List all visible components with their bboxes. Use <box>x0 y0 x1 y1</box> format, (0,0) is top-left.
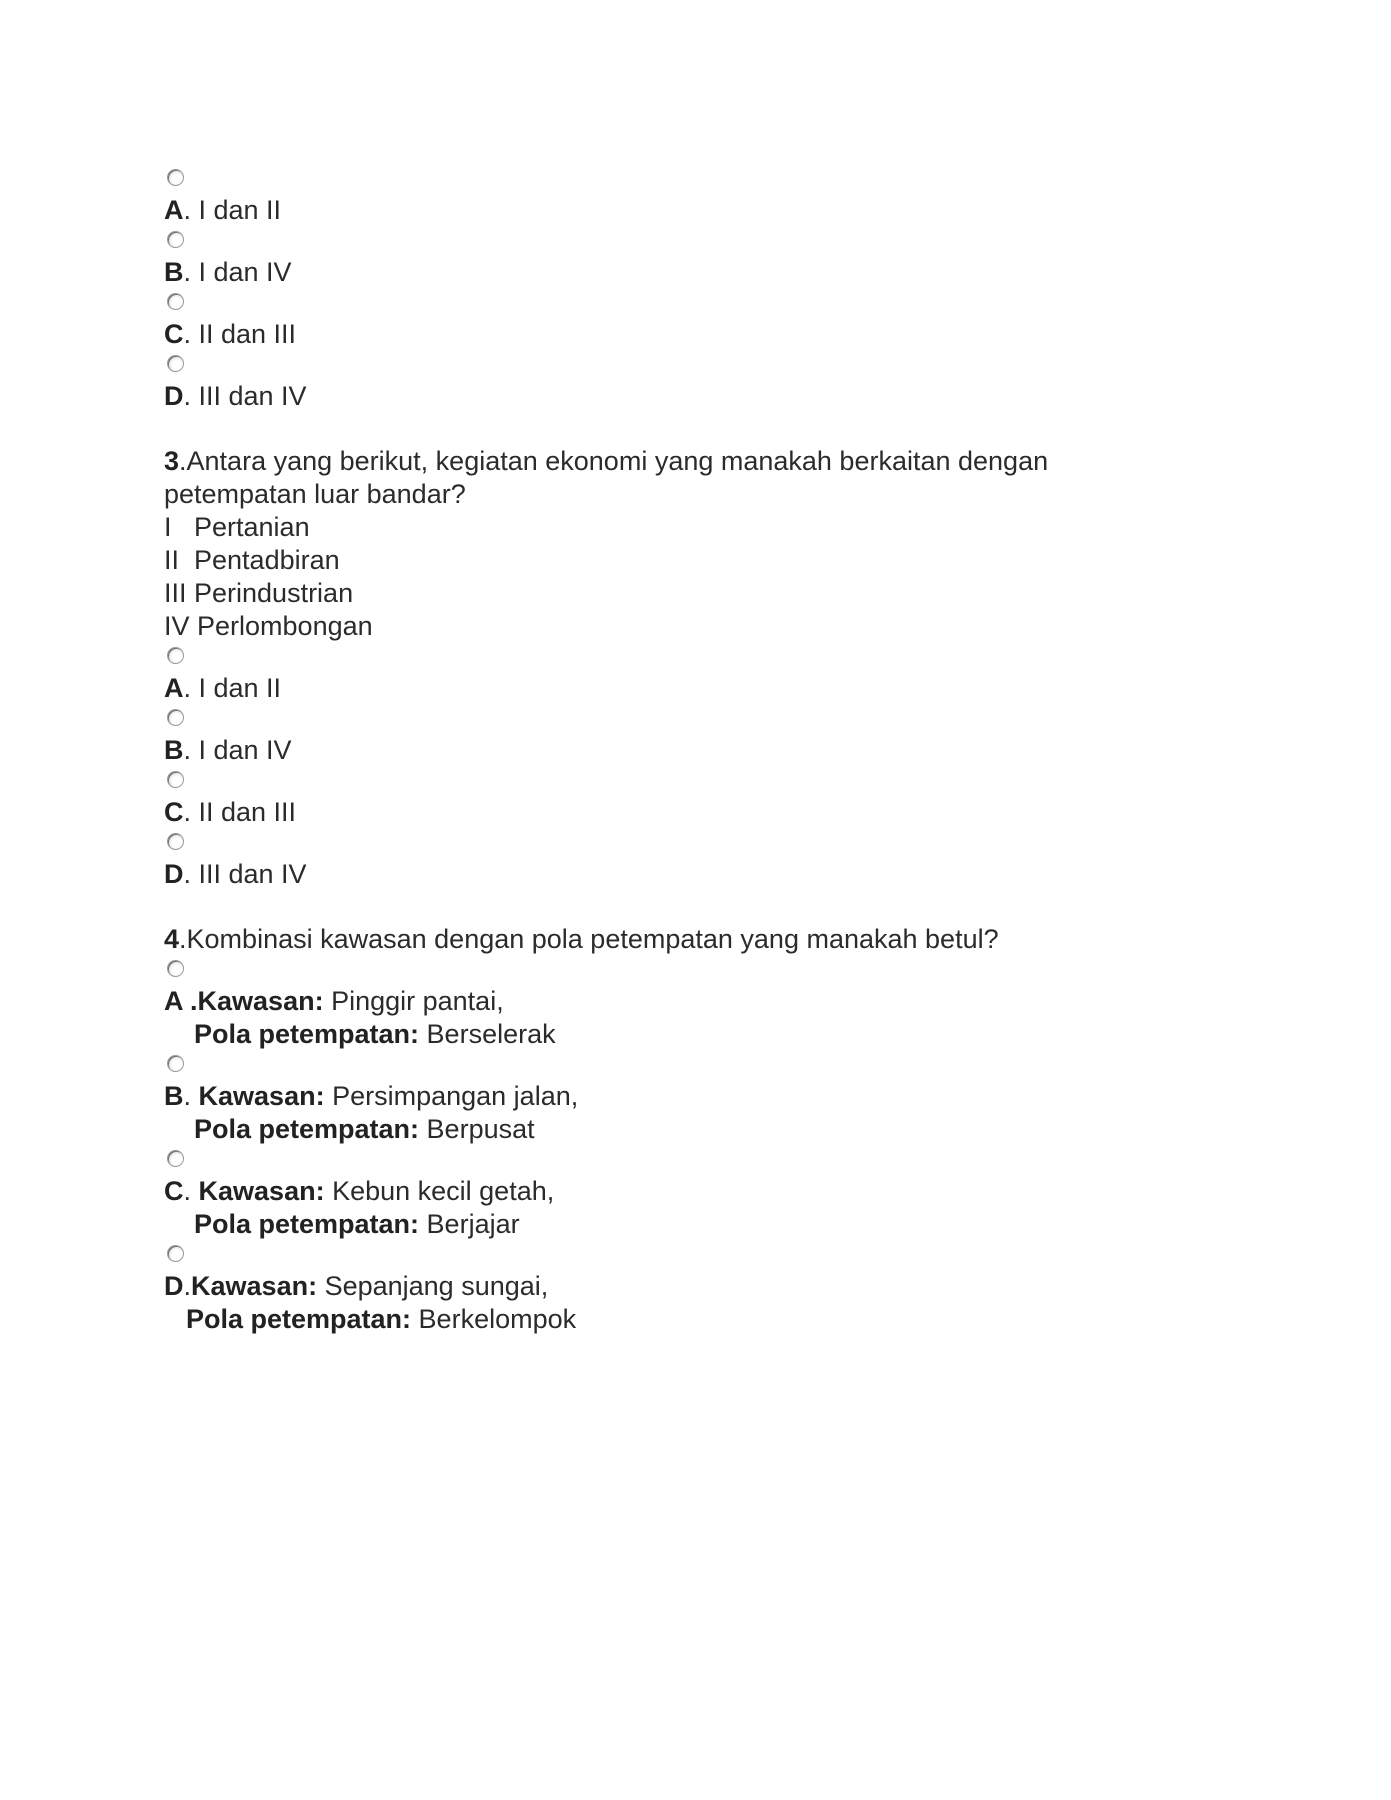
q3-option-c <box>164 771 1264 829</box>
kawasan-label: Kawasan: <box>191 1271 318 1301</box>
option-separator: . <box>183 1271 192 1301</box>
question-text: .Kombinasi kawasan dengan pola petempatan yang manakah betul? <box>179 924 999 954</box>
radio-button[interactable] <box>167 169 184 186</box>
q3-option-a <box>164 647 1264 705</box>
radio-button[interactable] <box>167 960 184 977</box>
radio-button[interactable] <box>167 1055 184 1072</box>
q3-option-b <box>164 709 1264 767</box>
kawasan-value: Kebun kecil getah, <box>324 1176 555 1206</box>
pola-value: Berkelompok <box>411 1304 577 1334</box>
radio-button[interactable] <box>167 833 184 850</box>
option-letter: A <box>164 673 184 703</box>
option-letter: D <box>164 381 184 411</box>
quiz-content <box>164 165 1264 1336</box>
question-3-items <box>164 511 1264 643</box>
list-item: I Pertanian <box>164 512 310 542</box>
radio-button[interactable] <box>167 231 184 248</box>
list-item: III Perindustrian <box>164 578 354 608</box>
q2-option-d <box>164 355 1264 413</box>
option-text: . III dan IV <box>183 381 307 411</box>
pola-label: Pola petempatan: <box>194 1019 420 1049</box>
kawasan-value: Pinggir pantai, <box>323 986 504 1016</box>
option-letter: B <box>164 735 184 765</box>
question-3-text <box>164 445 1264 511</box>
kawasan-label: Kawasan: <box>197 986 324 1016</box>
question-number: 3 <box>164 446 180 476</box>
pola-label: Pola petempatan: <box>194 1209 420 1239</box>
option-text: . I dan IV <box>183 257 292 287</box>
pola-label: Pola petempatan: <box>186 1304 412 1334</box>
q3-option-d <box>164 833 1264 891</box>
q2-options <box>164 169 1264 413</box>
q4-option-c <box>164 1150 1264 1241</box>
q2-option-a <box>164 169 1264 227</box>
option-text: . II dan III <box>183 797 297 827</box>
list-item: II Pentadbiran <box>164 545 340 575</box>
radio-button[interactable] <box>167 293 184 310</box>
pola-value: Berpusat <box>419 1114 535 1144</box>
option-text: . I dan IV <box>183 735 292 765</box>
option-separator: . <box>183 1081 199 1111</box>
q2-option-c <box>164 293 1264 351</box>
option-separator: . <box>183 1176 199 1206</box>
option-text: . II dan III <box>183 319 297 349</box>
option-text: . I dan II <box>183 195 282 225</box>
question-text-line2: petempatan luar bandar? <box>164 479 466 509</box>
q4-option-d <box>164 1245 1264 1336</box>
q4-options <box>164 960 1264 1336</box>
option-letter: C <box>164 797 184 827</box>
option-letter: C <box>164 319 184 349</box>
radio-button[interactable] <box>167 355 184 372</box>
kawasan-label: Kawasan: <box>198 1081 325 1111</box>
q2-option-b <box>164 231 1264 289</box>
radio-button[interactable] <box>167 771 184 788</box>
list-item: IV Perlombongan <box>164 611 373 641</box>
question-text-line1: .Antara yang berikut, kegiatan ekonomi yang manakah berkaitan dengan <box>179 446 1049 476</box>
q4-option-b <box>164 1055 1264 1146</box>
question-3 <box>164 445 1264 891</box>
pola-label: Pola petempatan: <box>194 1114 420 1144</box>
radio-button[interactable] <box>167 647 184 664</box>
question-4 <box>164 923 1264 1336</box>
option-letter: B <box>164 1081 184 1111</box>
option-letter: C <box>164 1176 184 1206</box>
pola-value: Berselerak <box>419 1019 556 1049</box>
option-text: . III dan IV <box>183 859 307 889</box>
kawasan-value: Sepanjang sungai, <box>317 1271 549 1301</box>
option-separator: . <box>182 986 198 1016</box>
option-letter: A <box>164 986 183 1016</box>
q4-option-a <box>164 960 1264 1051</box>
option-letter: A <box>164 195 184 225</box>
option-letter: D <box>164 1271 184 1301</box>
kawasan-label: Kawasan: <box>198 1176 325 1206</box>
kawasan-value: Persimpangan jalan, <box>324 1081 579 1111</box>
radio-button[interactable] <box>167 709 184 726</box>
question-4-text <box>164 923 1264 956</box>
option-letter: D <box>164 859 184 889</box>
option-text: . I dan II <box>183 673 282 703</box>
pola-value: Berjajar <box>419 1209 520 1239</box>
q3-options <box>164 647 1264 891</box>
radio-button[interactable] <box>167 1245 184 1262</box>
option-letter: B <box>164 257 184 287</box>
radio-button[interactable] <box>167 1150 184 1167</box>
question-number: 4 <box>164 924 180 954</box>
